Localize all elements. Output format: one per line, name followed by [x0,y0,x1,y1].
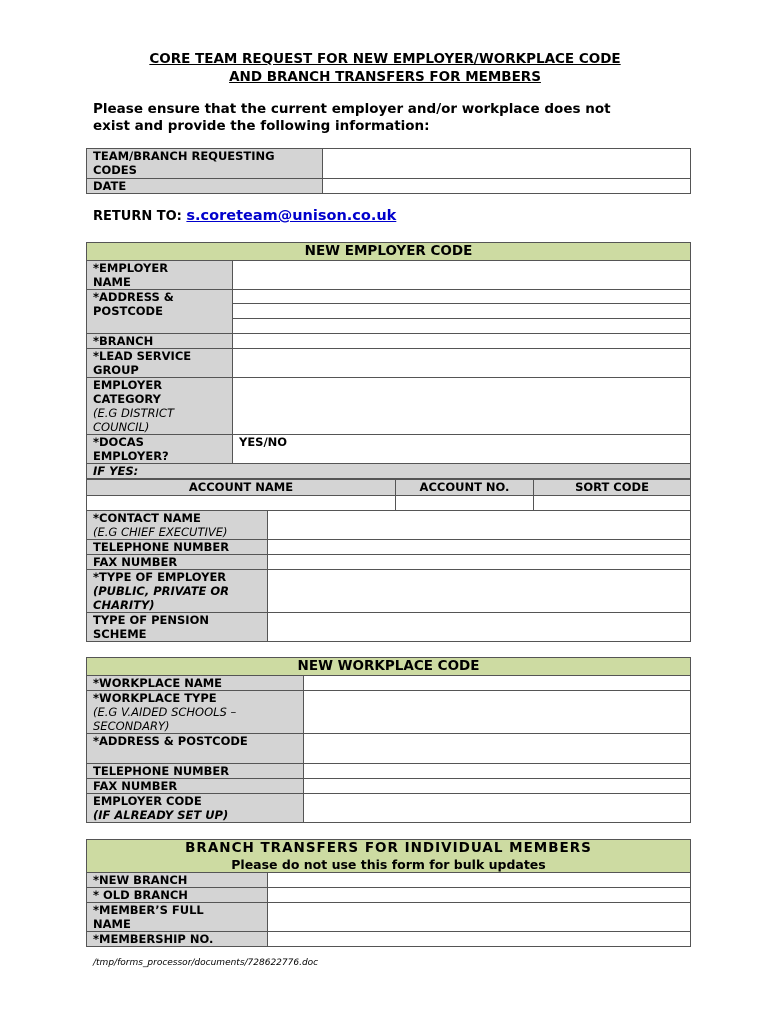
team-branch-label: TEAM/BRANCH REQUESTING CODES [87,149,323,179]
old-branch-input[interactable] [268,888,691,903]
address-input-line-2[interactable] [233,304,691,319]
if-yes-label: IF YES: [87,464,691,479]
employer-telephone-input[interactable] [268,540,691,555]
branch-transfers-header [87,840,691,873]
pension-scheme-input[interactable] [268,613,691,642]
intro-line-1: Please ensure that the current employer and/or workplace does not [93,101,611,117]
membership-no-input[interactable] [268,932,691,947]
new-employer-header: NEW EMPLOYER CODE [87,243,691,261]
employer-category-input[interactable] [233,378,691,435]
account-name-input[interactable] [87,496,396,511]
docas-employer-label: *DOCAS EMPLOYER? [87,435,233,464]
intro-line-2: exist and provide the following information: [93,118,430,134]
form-title-line-1: CORE TEAM REQUEST FOR NEW EMPLOYER/WORKPLACE CODE [149,51,621,67]
pension-scheme-label: TYPE OF PENSION SCHEME [87,613,268,642]
employer-code-input[interactable] [304,794,691,823]
account-table [86,479,691,511]
address-label: *ADDRESS & POSTCODE [87,290,233,334]
account-no-header: ACCOUNT NO. [396,480,534,496]
lead-service-group-label: *LEAD SERVICE GROUP [87,349,233,378]
branch-transfers-subtitle: Please do not use this form for bulk updates [231,857,546,872]
branch-label: *BRANCH [87,334,233,349]
employer-category-label: EMPLOYER CATEGORY (E.G DISTRICT COUNCIL) [87,378,233,435]
contact-table [86,510,691,642]
membership-no-label: *MEMBERSHIP NO. [87,932,268,947]
employer-telephone-label: TELEPHONE NUMBER [87,540,268,555]
contact-name-label: *CONTACT NAME (E.G CHIEF EXECUTIVE) [87,511,268,540]
member-full-name-input[interactable] [268,903,691,932]
request-table [86,148,691,194]
workplace-name-input[interactable] [304,676,691,691]
account-name-header: ACCOUNT NAME [87,480,396,496]
return-to-label: RETURN TO: [93,209,182,224]
sort-code-header: SORT CODE [534,480,691,496]
employer-name-input[interactable] [233,261,691,290]
return-email-link[interactable]: s.coreteam@unison.co.uk [186,208,397,224]
sort-code-input[interactable] [534,496,691,511]
lead-service-group-input[interactable] [233,349,691,378]
new-workplace-header: NEW WORKPLACE CODE [87,658,691,676]
document-path-footer: /tmp/forms_processor/documents/728622776.doc [93,958,319,968]
new-workplace-table [86,657,691,823]
workplace-name-label: *WORKPLACE NAME [87,676,304,691]
workplace-address-input[interactable] [304,734,691,764]
workplace-type-label: *WORKPLACE TYPE (E.G V.AIDED SCHOOLS – SECONDARY) [87,691,304,734]
branch-transfers-title: BRANCH TRANSFERS FOR INDIVIDUAL MEMBERS [185,840,592,856]
new-branch-label: *NEW BRANCH [87,873,268,888]
workplace-telephone-label: TELEPHONE NUMBER [87,764,304,779]
branch-input[interactable] [233,334,691,349]
employer-fax-input[interactable] [268,555,691,570]
date-label: DATE [87,179,323,194]
workplace-fax-label: FAX NUMBER [87,779,304,794]
contact-name-input[interactable] [268,511,691,540]
account-no-input[interactable] [396,496,534,511]
new-branch-input[interactable] [268,873,691,888]
employer-type-input[interactable] [268,570,691,613]
branch-transfers-table [86,839,691,947]
member-full-name-label: *MEMBER’S FULL NAME [87,903,268,932]
old-branch-label: * OLD BRANCH [87,888,268,903]
employer-type-label: *TYPE OF EMPLOYER (PUBLIC, PRIVATE OR CHARITY) [87,570,268,613]
new-employer-table [86,242,691,479]
address-input-line-1[interactable] [233,290,691,304]
employer-fax-label: FAX NUMBER [87,555,268,570]
employer-code-label: EMPLOYER CODE (IF ALREADY SET UP) [87,794,304,823]
workplace-type-input[interactable] [304,691,691,734]
workplace-telephone-input[interactable] [304,764,691,779]
employer-name-label: *EMPLOYER NAME [87,261,233,290]
intro-text [93,101,693,135]
workplace-fax-input[interactable] [304,779,691,794]
date-input[interactable] [323,179,691,194]
docas-employer-input[interactable]: YES/NO [233,435,691,464]
team-branch-input[interactable] [323,149,691,179]
workplace-address-label: *ADDRESS & POSTCODE [87,734,304,764]
address-input-line-3[interactable] [233,319,691,334]
return-to [93,208,396,224]
form-title-line-2: AND BRANCH TRANSFERS FOR MEMBERS [229,69,541,85]
